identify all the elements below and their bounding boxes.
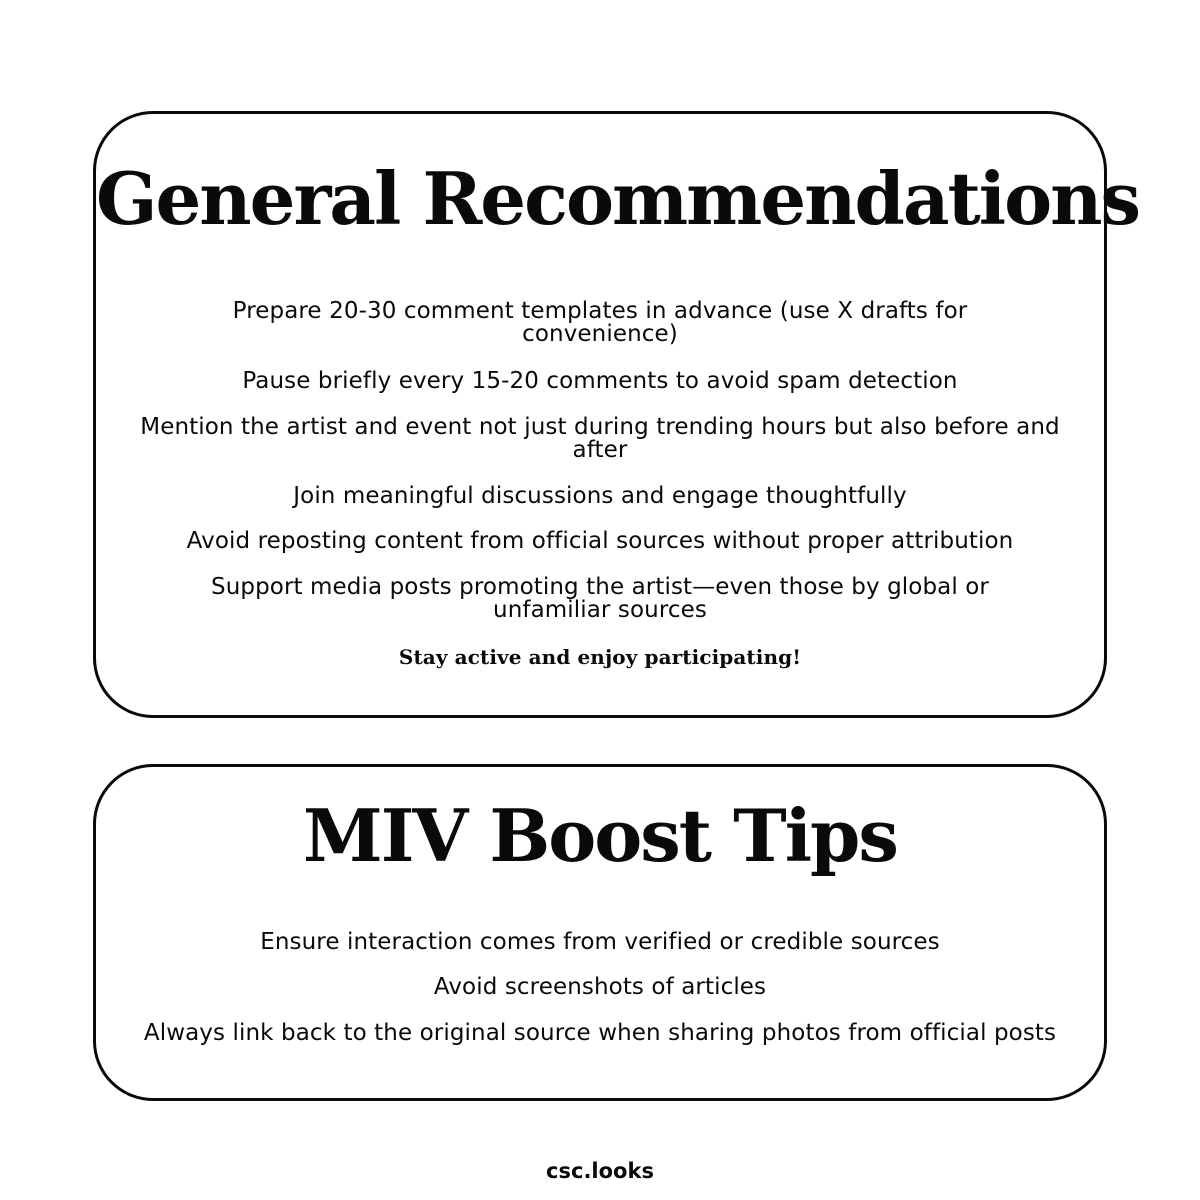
tip-item: Always link back to the original source when sharing photos from official posts — [143, 1020, 1057, 1046]
account-handle: csc.looks — [546, 1159, 654, 1183]
miv-boost-tips-card — [93, 764, 1107, 1101]
tip-item: Mention the artist and event not just during trending hours but also before and after — [140, 414, 1060, 463]
tip-item: Join meaningful discussions and engage thoughtfully — [293, 483, 907, 509]
tip-item: Prepare 20-30 comment templates in advance (use X drafts for convenience) — [232, 298, 968, 347]
general-recommendations-card — [93, 111, 1139, 718]
tip-item: Ensure interaction comes from verified or credible sources — [260, 929, 940, 955]
tip-item: Support media posts promoting the artist—even those by global or unfamiliar sources — [211, 574, 989, 623]
tip-item: Pause briefly every 15-20 comments to avoid spam detection — [242, 368, 958, 394]
tip-item: Avoid screenshots of articles — [433, 974, 767, 1000]
closing-line: Stay active and enjoy participating! — [398, 645, 802, 669]
general-recommendations-title: General Recommendations — [96, 156, 1139, 241]
miv-boost-tips-title: MIV Boost Tips — [303, 793, 897, 878]
tip-item: Avoid reposting content from official sources without proper attribution — [186, 528, 1014, 554]
